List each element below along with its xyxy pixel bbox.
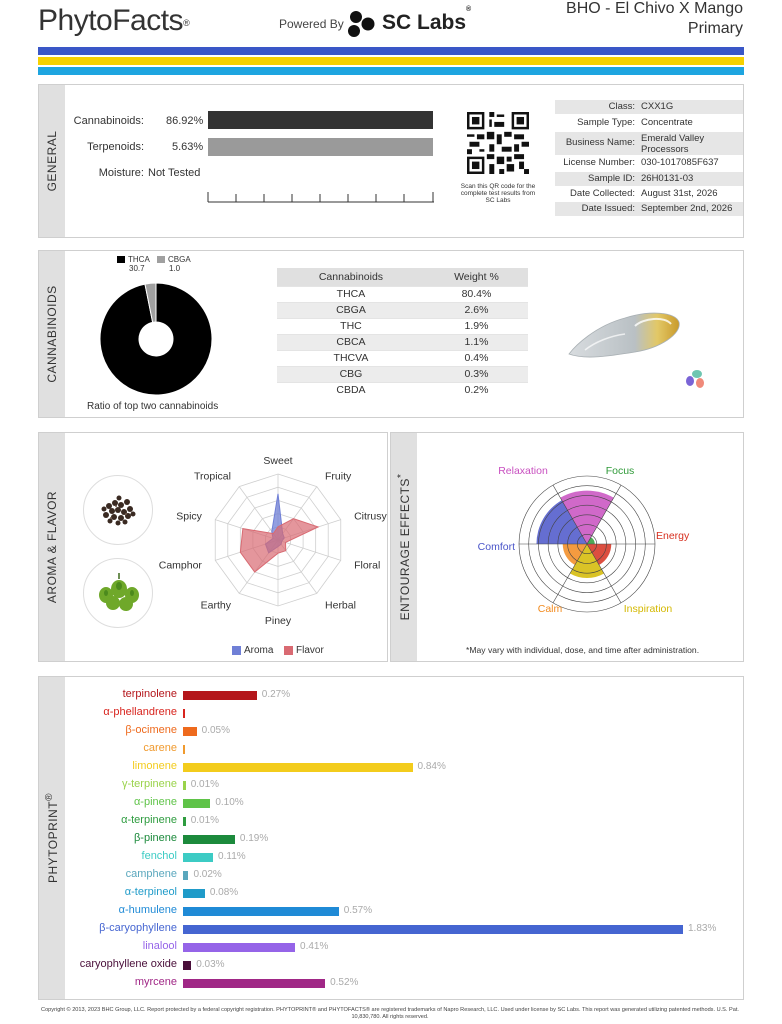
lab-name-text: SC Labs — [382, 11, 467, 34]
colored-dots-icon — [684, 368, 710, 390]
radar-series-flavor — [240, 519, 318, 572]
cannabinoids-bar — [208, 111, 433, 129]
terpene-bar-humulene — [183, 907, 339, 916]
legend-swatch-thca — [117, 256, 125, 263]
terpene-bar-linalool — [183, 943, 295, 952]
effect-label-focus: Focus — [605, 465, 635, 477]
table-cell-weight: 0.2% — [425, 382, 528, 398]
terpene-value-pinene: 0.19% — [239, 833, 269, 844]
info-value: CXX1G — [641, 101, 674, 112]
cannabinoid-ratio-donut — [98, 281, 214, 397]
terpene-value-linalool: 0.41% — [300, 941, 329, 952]
aroma-flavor-radar-chart — [158, 450, 387, 630]
entourage-label-text: ENTOURAGE EFFECTS — [398, 478, 412, 621]
terpene-value-myrcene: 0.52% — [330, 977, 359, 988]
info-value: August 31st, 2026 — [641, 188, 718, 199]
cannabinoids-value: 86.92% — [166, 115, 204, 127]
copyright-footer: Copyright © 2013, 2023 BHC Group, LLC. Report protected by a federal copyright registration. PHYTOPRINT® and PHYTOFACTS® are registered trademarks of Napro Research, LLC. Used under license by SC Labs. This report was generated utilizing patented methods. U.S. Pat. 10,830,780. All rights reserved. — [41, 1007, 739, 1020]
terpene-name-terpinene: α-terpinene — [121, 814, 177, 826]
table-cell-weight: 1.1% — [425, 334, 528, 350]
logo-mark: ® — [183, 18, 190, 28]
terpenoids-label: Terpenoids: — [87, 141, 144, 153]
terpene-bar-terpinene — [183, 817, 186, 826]
info-row-sample-type — [555, 116, 743, 130]
table-row — [277, 366, 528, 382]
info-row-class — [555, 100, 743, 114]
qr-caption: Scan this QR code for the complete test results from SC Labs — [460, 183, 536, 204]
table-cell-weight: 80.4% — [425, 286, 528, 302]
terpene-value-terpineol: 0.08% — [209, 887, 239, 898]
table-cell-weight: 2.6% — [425, 302, 528, 318]
effect-label-comfort: Comfort — [477, 541, 515, 553]
terpene-bar-camphene — [183, 871, 188, 880]
terpene-bar-terpinolene — [183, 691, 257, 700]
terpene-name-myrcene: myrcene — [134, 976, 177, 988]
legend-swatch-flavor — [284, 646, 293, 655]
stripe-blue — [38, 47, 744, 55]
lab-mark: ® — [466, 6, 472, 13]
terpene-name-ocimene: β-ocimene — [125, 724, 177, 736]
effect-label-calm: Calm — [537, 603, 563, 615]
info-row-date-collected — [555, 187, 743, 201]
terpene-name-terpinene: γ-terpinene — [121, 778, 177, 790]
terpenoids-value: 5.63% — [172, 141, 204, 153]
table-row — [277, 286, 528, 302]
product-subtitle: Primary — [687, 20, 743, 37]
table-cell-weight: 0.3% — [425, 366, 528, 382]
table-header-row — [277, 268, 528, 286]
effect-label-inspiration: Inspiration — [623, 603, 673, 615]
table-header-weight: Weight % — [425, 268, 528, 286]
terpene-value-camphene: 0.02% — [193, 869, 222, 880]
terpene-name-terpineol: α-terpineol — [124, 886, 177, 898]
terpene-name-humulene: α-humulene — [118, 904, 177, 916]
terpene-bar-carene — [183, 745, 185, 754]
terpene-name-pinene: β-pinene — [133, 832, 177, 844]
terpene-name-phellandrene: α-phellandrene — [103, 706, 177, 718]
table-cell-name: CBCA — [277, 334, 425, 350]
aroma-side-tab — [39, 433, 65, 661]
terpene-bar-phellandrene — [183, 709, 185, 718]
terpene-value-caryophyllene-oxide: 0.03% — [196, 959, 225, 970]
cannabinoids-label: Cannabinoids: — [73, 115, 144, 127]
info-key: Class: — [608, 101, 635, 112]
terpene-bar-terpinene — [183, 781, 186, 790]
hops-icon — [84, 559, 154, 629]
table-cell-weight: 1.9% — [425, 318, 528, 334]
stripe-lightblue — [38, 67, 744, 75]
cannabinoids-side-tab — [39, 251, 65, 417]
radar-label-tropical: Tropical — [194, 470, 231, 483]
general-scale-axis — [206, 190, 438, 204]
info-key: Date Collected: — [570, 188, 635, 199]
legend-value-thca: 30.7 — [129, 264, 145, 273]
stripe-yellow — [38, 57, 744, 65]
legend-swatch-aroma — [232, 646, 241, 655]
info-row-date-issued — [555, 202, 743, 216]
entourage-section-label — [396, 474, 412, 621]
info-key: License Number: — [563, 157, 635, 168]
table-cell-name: THCVA — [277, 350, 425, 366]
radar-spoke — [278, 540, 341, 560]
terpene-name-carene: carene — [143, 742, 177, 754]
terpene-name-fenchol: fenchol — [141, 850, 177, 862]
phytoprint-section-label — [44, 793, 60, 883]
terpene-value-fenchol: 0.11% — [218, 851, 246, 862]
info-value: Concentrate — [641, 117, 693, 128]
legend-label-aroma: Aroma — [244, 645, 274, 656]
terpene-bar-ocimene — [183, 727, 197, 736]
table-cell-name: CBGA — [277, 302, 425, 318]
terpene-bar-caryophyllene-oxide — [183, 961, 191, 970]
radar-label-citrusy: Citrusy — [354, 510, 387, 523]
concentrate-sample-image — [565, 306, 685, 364]
terpene-bar-limonene — [183, 763, 413, 772]
info-key: Sample Type: — [577, 117, 635, 128]
info-key: Business Name: — [565, 137, 635, 148]
radar-label-herbal: Herbal — [325, 599, 356, 612]
info-value: 030-1017085F637 — [641, 157, 719, 168]
general-side-tab — [39, 85, 65, 237]
phytofacts-logo — [38, 4, 189, 38]
table-cell-name: CBG — [277, 366, 425, 382]
terpene-bar-fenchol — [183, 853, 213, 862]
terpene-value-terpinene: 0.01% — [190, 815, 220, 826]
cannabinoid-table — [277, 268, 528, 398]
powered-by-label: Powered By — [279, 17, 344, 31]
legend-value-cbga: 1.0 — [169, 264, 181, 273]
table-row — [277, 334, 528, 350]
sc-labs-logo-icon — [344, 9, 378, 39]
terpene-name-caryophyllene: β-caryophyllene — [99, 922, 177, 934]
info-row-business-name — [555, 132, 743, 155]
table-row — [277, 302, 528, 318]
info-row-license — [555, 156, 743, 170]
effect-label-relaxation: Relaxation — [498, 465, 548, 477]
terpene-bar-terpineol — [183, 889, 205, 898]
phytoprint-side-tab — [39, 677, 65, 999]
entourage-note: *May vary with individual, dose, and time after administration. — [466, 645, 700, 655]
hops-image — [83, 558, 153, 628]
table-row — [277, 350, 528, 366]
table-cell-name: THC — [277, 318, 425, 334]
terpene-value-terpinolene: 0.27% — [261, 689, 291, 700]
phytoprint-label-mark: ® — [44, 793, 55, 801]
entourage-effects-chart — [470, 462, 710, 622]
terpene-value-ocimene: 0.05% — [201, 725, 231, 736]
legend-label-thca: THCA — [128, 255, 150, 264]
terpene-value-terpinene: 0.01% — [190, 779, 220, 790]
terpene-name-linalool: linalool — [142, 940, 177, 952]
radar-label-floral: Floral — [354, 559, 381, 572]
peppercorn-image — [83, 475, 153, 545]
info-key: Date Issued: — [581, 203, 635, 214]
info-key: Sample ID: — [588, 173, 635, 184]
terpene-value-limonene: 0.84% — [417, 761, 446, 772]
terpene-name-pinene: α-pinene — [133, 796, 177, 808]
radar-label-camphor: Camphor — [158, 559, 202, 572]
terpene-name-caryophyllene-oxide: caryophyllene oxide — [79, 958, 177, 970]
table-cell-weight: 0.4% — [425, 350, 528, 366]
moisture-label: Moisture: — [98, 167, 144, 179]
info-value: Emerald Valley Processors — [641, 133, 705, 155]
terpene-name-camphene: camphene — [125, 868, 177, 880]
terpene-name-terpinolene: terpinolene — [122, 688, 177, 700]
table-cell-name: THCA — [277, 286, 425, 302]
terpene-name-limonene: limonene — [132, 760, 177, 772]
aroma-section-label: AROMA & FLAVOR — [45, 490, 59, 604]
radar-label-spicy: Spicy — [176, 510, 202, 523]
terpene-bar-pinene — [183, 799, 210, 808]
qr-code-icon[interactable] — [467, 112, 529, 174]
product-name: BHO - El Chivo X Mango — [566, 0, 743, 17]
terpene-bar-caryophyllene — [183, 925, 683, 934]
table-header-name: Cannabinoids — [277, 268, 425, 286]
terpene-value-caryophyllene: 1.83% — [688, 923, 717, 934]
entourage-side-tab — [391, 433, 417, 661]
terpenoids-bar — [208, 138, 433, 156]
general-label: GENERAL — [45, 130, 59, 192]
entourage-label-mark: * — [396, 473, 407, 479]
terpene-bar-myrcene — [183, 979, 325, 988]
phytoprint-label-text: PHYTOPRINT — [46, 800, 60, 883]
table-cell-name: CBDA — [277, 382, 425, 398]
radar-label-fruity: Fruity — [325, 470, 352, 483]
terpene-value-humulene: 0.57% — [343, 905, 373, 916]
table-row — [277, 382, 528, 398]
info-value: September 2nd, 2026 — [641, 203, 733, 214]
peppercorn-icon — [84, 476, 154, 546]
legend-label-cbga: CBGA — [168, 255, 191, 264]
info-value: 26H0131-03 — [641, 173, 694, 184]
terpene-bar-pinene — [183, 835, 235, 844]
cannabinoids-section-label: CANNABINOIDS — [45, 285, 59, 383]
terpene-value-pinene: 0.10% — [215, 797, 244, 808]
sc-labs-name — [382, 6, 472, 35]
moisture-value: Not Tested — [148, 167, 201, 179]
legend-swatch-cbga — [157, 256, 165, 263]
ratio-caption: Ratio of top two cannabinoids — [87, 401, 219, 412]
radar-label-piney: Piney — [264, 615, 292, 627]
table-row — [277, 318, 528, 334]
legend-label-flavor: Flavor — [296, 645, 324, 656]
radar-label-sweet: Sweet — [263, 455, 293, 467]
logo-text: PhytoFacts — [38, 4, 184, 37]
effect-label-energy: Energy — [656, 530, 690, 542]
info-row-sample-id — [555, 172, 743, 186]
radar-label-earthy: Earthy — [200, 599, 231, 612]
